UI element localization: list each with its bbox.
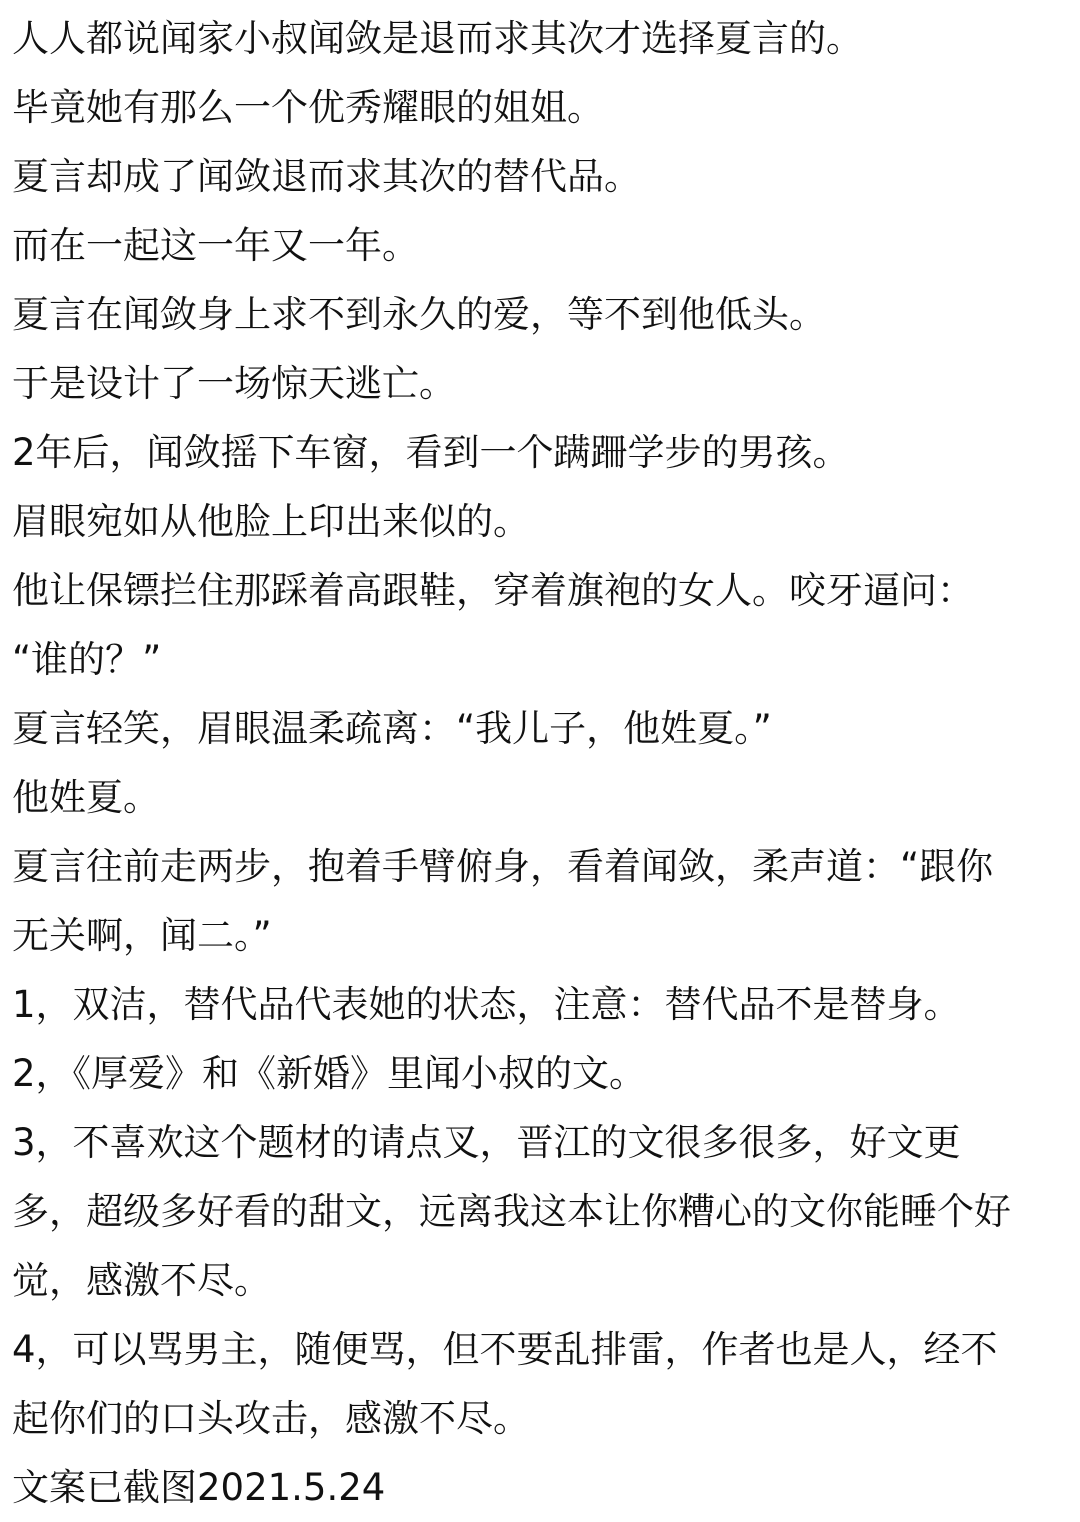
text-line: 毕竟她有那么一个优秀耀眼的姐姐。: [12, 86, 604, 129]
text-line: 夏言轻笑，眉眼温柔疏离：“我儿子，他姓夏。”: [12, 707, 772, 750]
text-line: 夏言却成了闻敛退而求其次的替代品。: [12, 155, 641, 198]
footer-date-line: 文案已截图2021.5.24: [12, 1466, 386, 1509]
note-line: 多，超级多好看的甜文，远离我这本让你糟心的文你能睡个好: [12, 1190, 1011, 1233]
note-line: 3，不喜欢这个题材的请点叉，晋江的文很多很多，好文更: [12, 1121, 961, 1164]
text-line: 夏言在闻敛身上求不到永久的爱，等不到他低头。: [12, 293, 826, 336]
text-line: 他姓夏。: [12, 776, 160, 819]
document-body: [12, 4, 1062, 1509]
text-line: 他让保镖拦住那踩着高跟鞋，穿着旗袍的女人。咬牙逼问：: [12, 569, 974, 612]
note-line: 觉，感激不尽。: [12, 1259, 271, 1302]
note-line: 2，《厚爱》和《新婚》里闻小叔的文。: [12, 1052, 647, 1095]
text-line: “谁的？”: [12, 638, 162, 681]
text-line: 而在一起这一年又一年。: [12, 224, 419, 267]
text-line: 无关啊，闻二。”: [12, 914, 272, 957]
note-line: 4，可以骂男主，随便骂，但不要乱排雷，作者也是人，经不: [12, 1328, 998, 1371]
text-line: 2年后，闻敛摇下车窗，看到一个蹒跚学步的男孩。: [12, 431, 850, 474]
text-line: 人人都说闻家小叔闻敛是退而求其次才选择夏言的。: [12, 17, 863, 60]
text-line: 于是设计了一场惊天逃亡。: [12, 362, 456, 405]
note-line: 起你们的口头攻击，感激不尽。: [12, 1397, 530, 1440]
note-line: 1，双洁，替代品代表她的状态，注意：替代品不是替身。: [12, 983, 961, 1026]
text-line: 夏言往前走两步，抱着手臂俯身，看着闻敛，柔声道：“跟你: [12, 845, 994, 888]
text-line: 眉眼宛如从他脸上印出来似的。: [12, 500, 530, 543]
